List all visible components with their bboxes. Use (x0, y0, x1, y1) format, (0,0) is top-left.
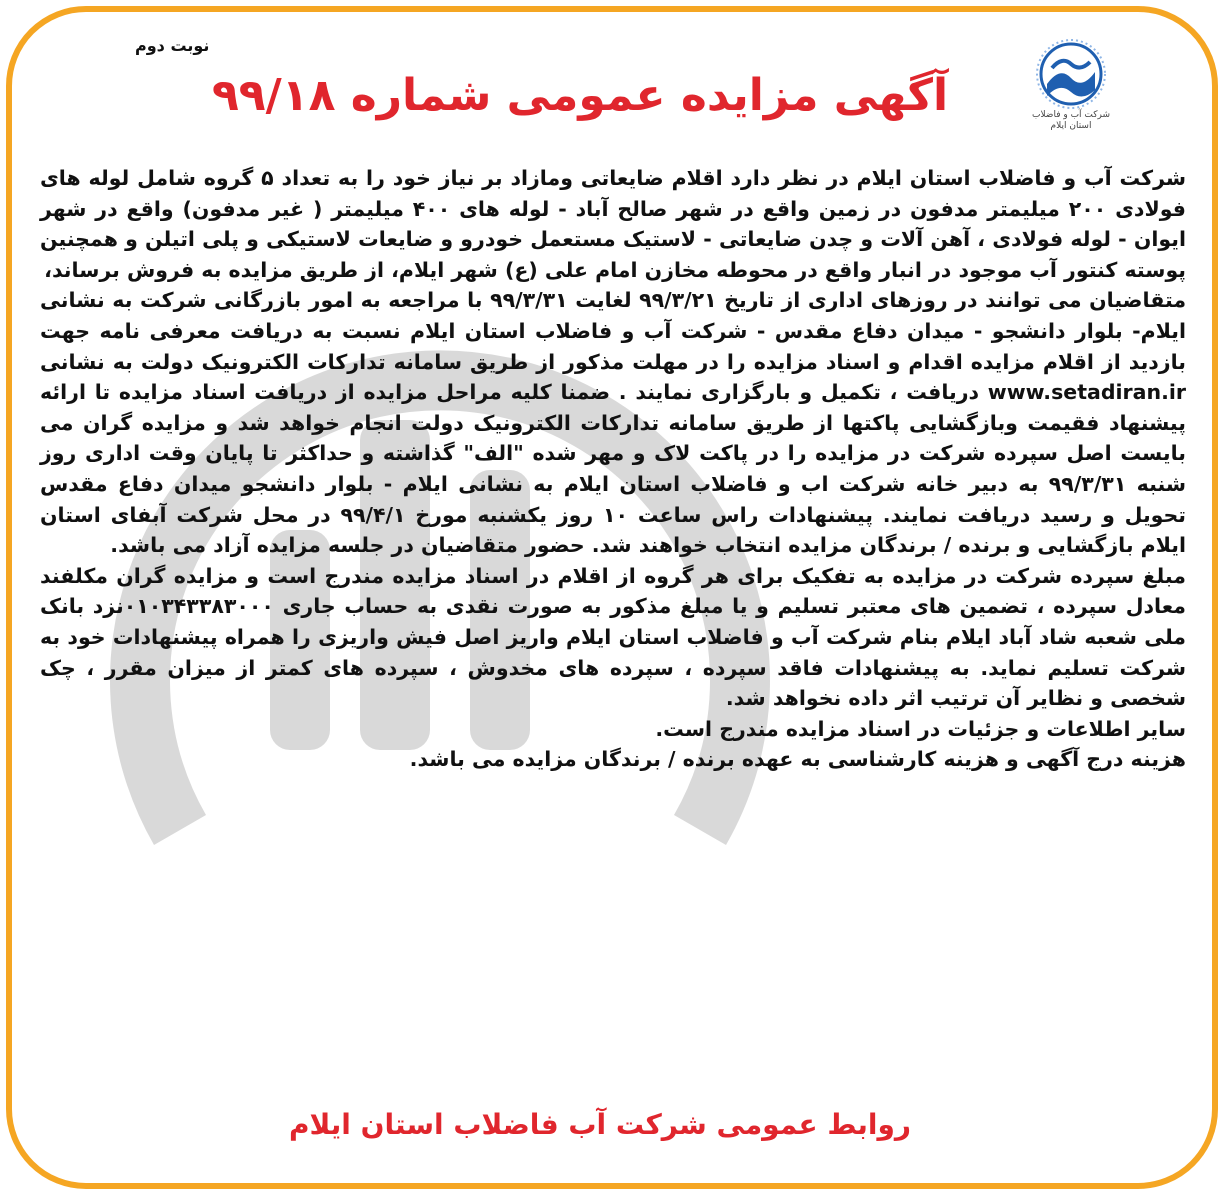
body-paragraph-details: سایر اطلاعات و جزئیات در اسناد مزایده مندرج است. (655, 716, 1186, 741)
body-paragraph-intro: شرکت آب و فاضلاب استان ایلام در نظر دارد اقلام ضایعاتی ومازاد بر نیاز خود را به تعداد ۵ گروه شامل لوله های فولادی ۲۰۰ میلیمتر مدفون در زمین واقع در شهر صالح آباد - لوله های ۴۰۰ میلیمتر ( غیر مدفون) واقع در شهر ایوان - لوله فولادی ، آهن آلات و چدن ضایعاتی - لاستیک مستعمل خودرو و ضایعات لاستیکی و پلی اتیلن و همچنین پوسته کنتور آب موجود در انبار واقع در محوطه مخازن امام علی (ع) شهر ایلام، از طریق مزایده به فروش برساند، (40, 166, 1186, 282)
page-title: آگهی مزایده عمومی شماره ۹۹/۱۸ (211, 70, 949, 121)
notice-round-label: نوبت دوم (135, 36, 210, 55)
body-paragraph-procedure: متقاضیان می توانند در روزهای اداری از تاریخ ۹۹/۳/۲۱ لغایت ۹۹/۳/۳۱ با مراجعه به امور بازرگانی شرکت به نشانی ایلام- بلوار دانشجو - میدان دفاع مقدس - شرکت آب و فاضلاب استان ایلام نسبت به دریافت معرفی نامه جهت بازدید از اقلام مزایده اقدام و اسناد مزایده را در مهلت مذکور از طریق سامانه تدارکات الکترونیک دولت به نشانی www.setadiran.ir دریافت ، تکمیل و بارگزاری نمایند . ضمنا کلیه مراحل مزایده از دریافت اسناد مزایده تا ارائه پیشنهاد فقیمت وبازگشایی پاکتها از طریق سامانه تدارکات الکترونیک دولت انجام خواهد شد و مزایده گران می بایست اصل سپرده شرکت در مزایده را در پاکت لاک و مهر شده "الف" گذاشته و حداکثر تا پایان وقت اداری روز شنبه ۹۹/۳/۳۱ به دبیر خانه شرکت اب و فاضلاب استان ایلام به نشانی ایلام - بلوار دانشجو میدان دفاع مقدس تحویل و رسید دریافت نمایند. پیشنهادات راس ساعت ۱۰ روز یکشنبه مورخ ۹۹/۴/۱ در محل شرکت آبفای استان ایلام بازگشایی و برنده / برندگان مزایده انتخاب خواهند شد. حضور متقاضیان در جلسه مزایده آزاد می باشد. (40, 288, 1187, 558)
announcement-body (40, 163, 1186, 775)
body-paragraph-deposit: مبلغ سپرده شرکت در مزایده به تفکیک برای هر گروه از اقلام در اسناد مزایده مندرج است و مزایده گران مکلفند معادل سپرده ، تضمین های معتبر تسلیم و یا مبلغ مذکور به صورت نقدی به حساب جاری ۰۱۰۳۴۳۳۸۳۰۰۰نزد بانک ملی شعبه شاد آباد ایلام بنام شرکت آب و فاضلاب استان ایلام واریز اصل فیش واریزی را همراه پیشنهادات خود به شرکت تسلیم نماید. به پیشنهادات فاقد سپرده ، سپرده های مخدوش ، سپرده های کمتر از میزان مقرر ، چک شخصی و نظایر آن ترتیب اثر داده نخواهد شد. (40, 563, 1186, 711)
footer-signature: روابط عمومی شرکت آب فاضلاب استان ایلام (288, 1108, 911, 1141)
logo-caption: شرکت آب و فاضلاب استان ایلام (1031, 110, 1111, 131)
body-paragraph-costs: هزینه درج آگهی و هزینه کارشناسی به عهده برنده / برندگان مزایده می باشد. (409, 747, 1186, 772)
